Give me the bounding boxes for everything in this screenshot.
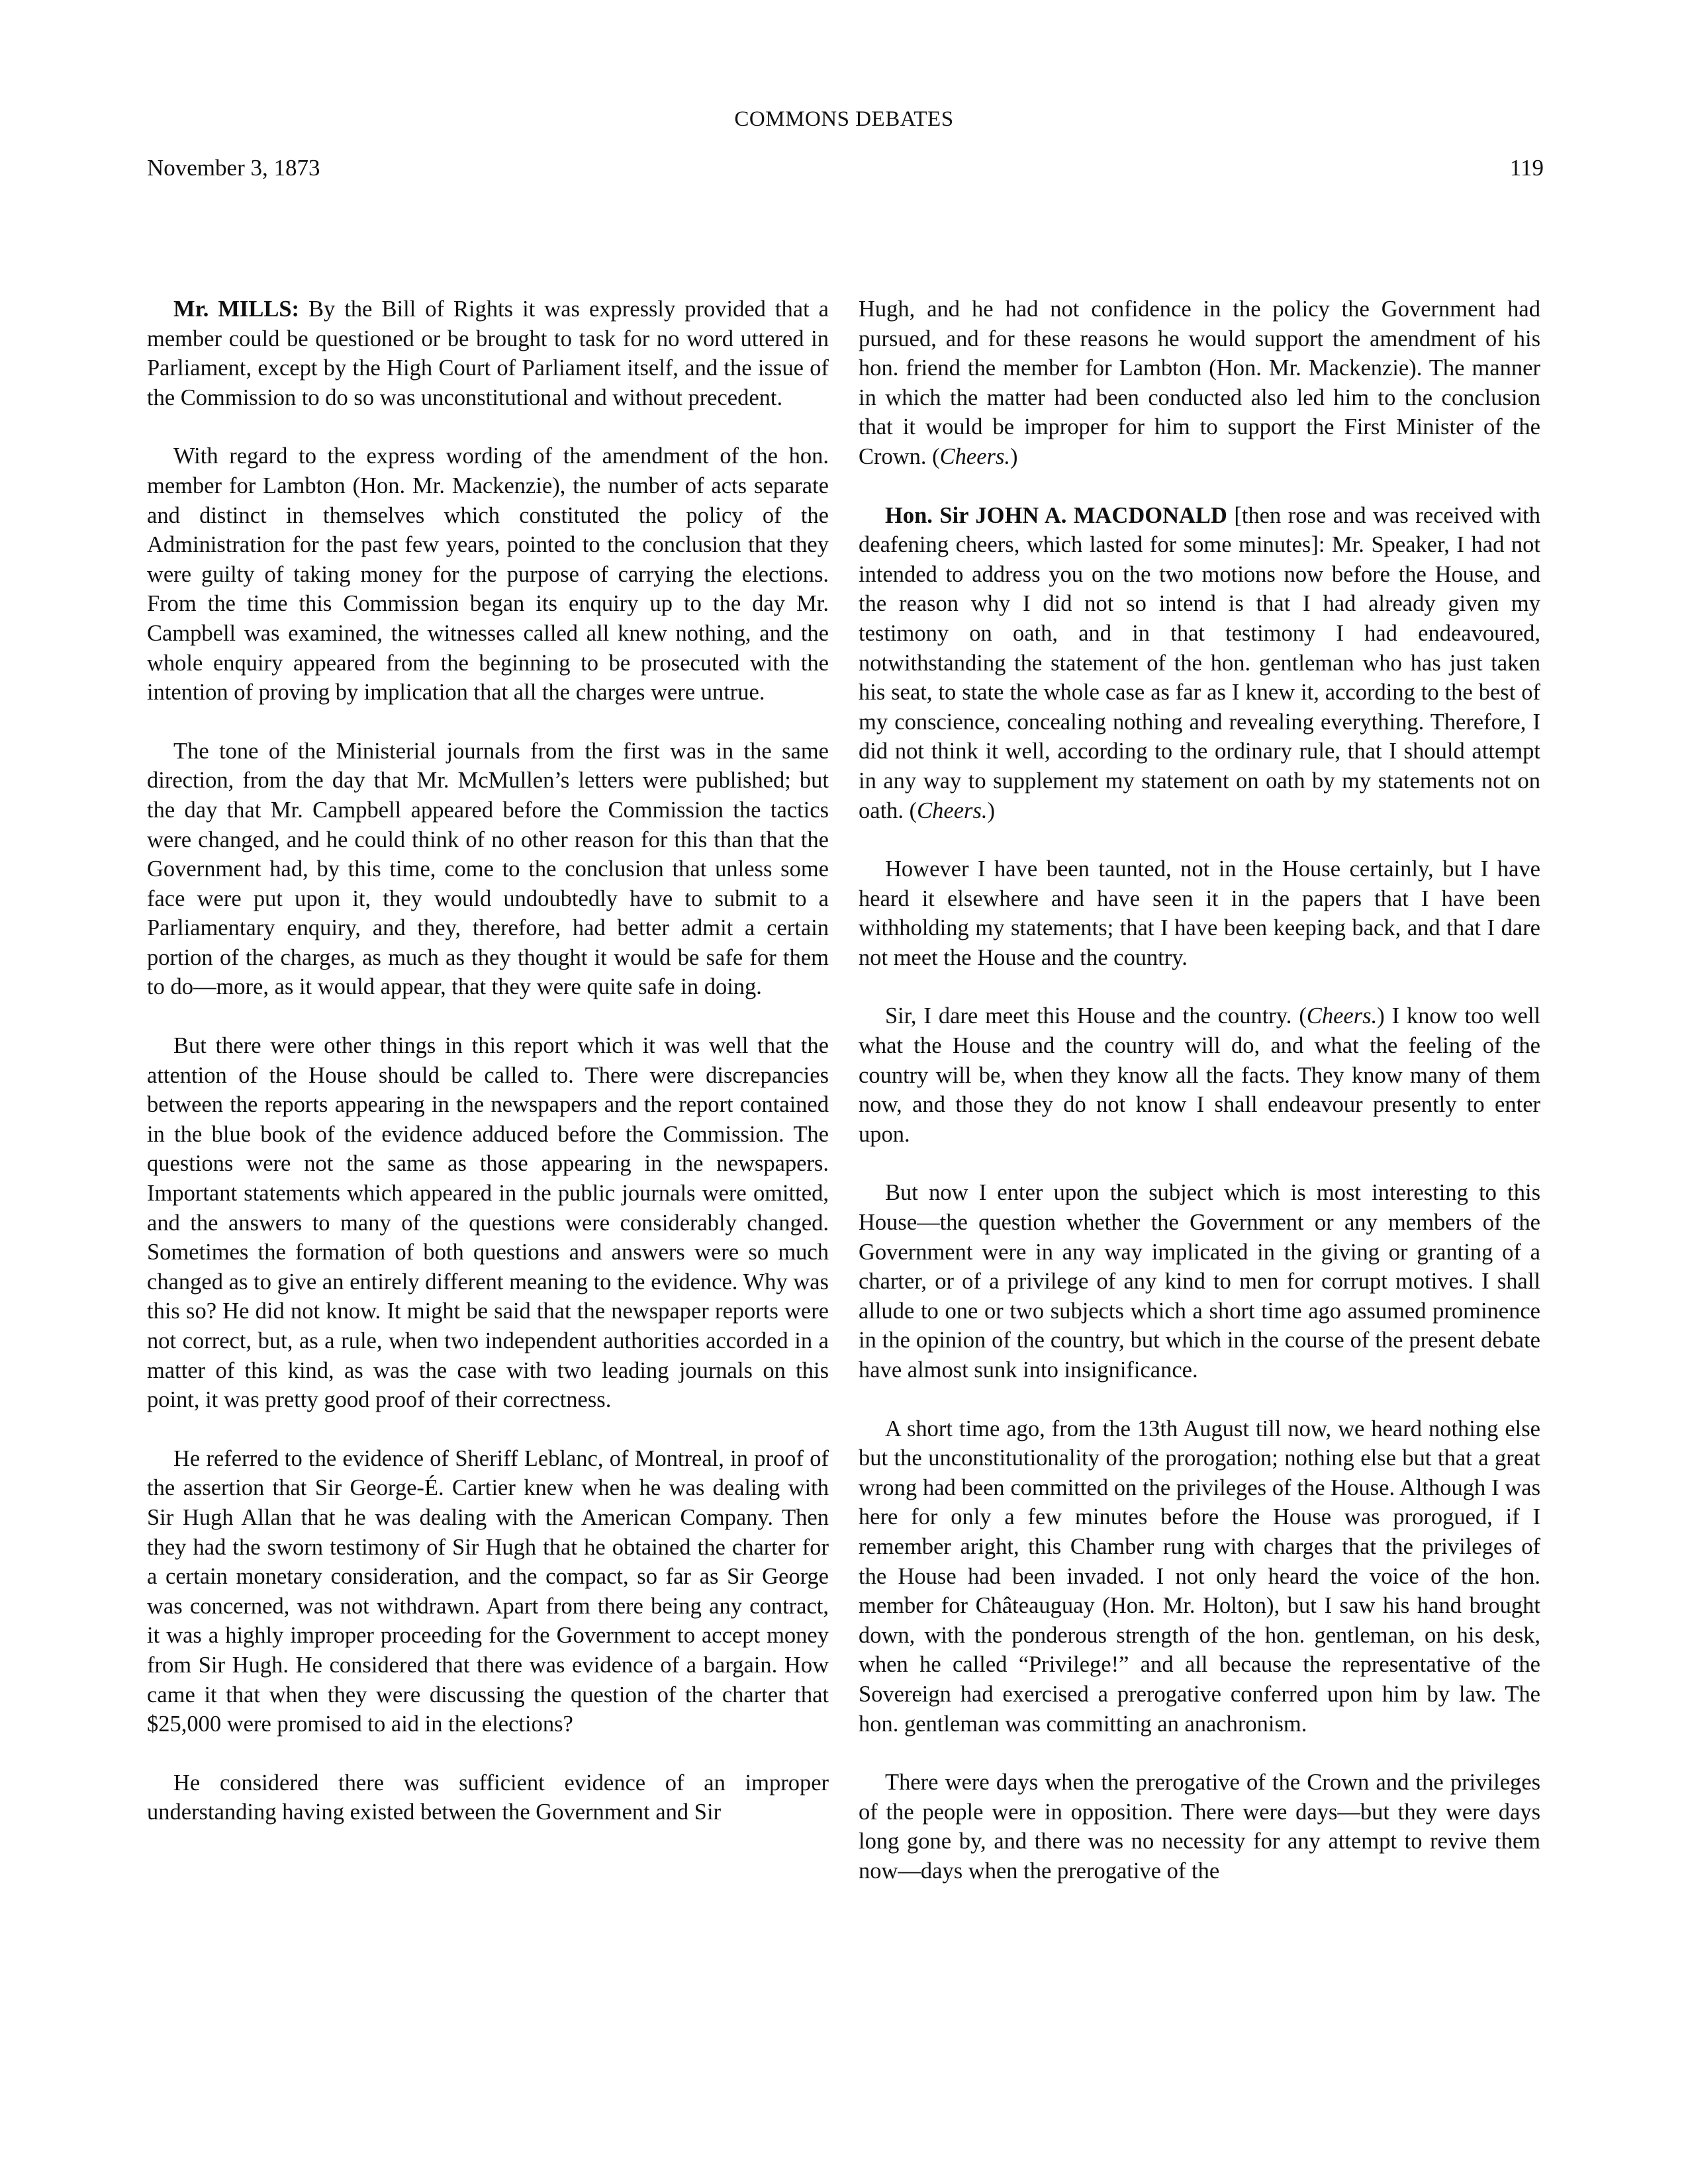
paragraph: But there were other things in this report which it was well that the attention of the House should be called to. There were discrepancies between the reports appearing in the newspapers and the report contained in the blue book of the evidence adduced before the Commission. The questions were not the same as those appearing in the newspapers. Important statements which appeared in the public journals were omitted, and the answers to many of the questions were considerably changed. Sometimes the formation of both questions and answers were so much changed as to give an entirely different meaning to the evidence. Why was this so? He did not know. It might be said that the newspaper reports were not correct, but, as a rule, when two independent authorities accorded in a matter of this kind, as was the case with two leading journals on this point, it was pretty good proof of their correctness.: [147, 1033, 829, 1413]
stage-direction: Cheers.: [939, 443, 1011, 469]
paragraph-text: [then rose and was received with deafening cheers, which lasted for some minutes]: Mr. Speaker, I had not intended to address you on the two motions now before the House, and the reason why I did not so intend is that I had already given my testimony on oath, and in that testimony I had endeavoured, notwithstanding the statement of the hon. gentleman who has just taken his seat, to state the whole case as far as I knew it, according to the best of my conscience, concealing nothing and revealing everything. Therefore, I did not think it well, according to the ordinary rule, that I should attempt in any way to supplement my statement on oath by my statements not on oath. (: [859, 502, 1540, 823]
paragraph-text: Hugh, and he had not confidence in the policy the Government had pursued, and for these reasons he would support the amendment of his hon. friend the member for Lambton (Hon. Mr. Mackenzie). The manner in which the matter had been conducted also led him to the conclusion that it would be improper for him to support the First Minister of the Crown. (: [859, 296, 1540, 469]
paragraph: There were days when the prerogative of the Crown and the privileges of the people were in opposition. There were days—but they were days long gone by, and there was no necessity for any attempt to revive them now—days when the prerogative of the: [859, 1770, 1540, 1884]
page-number: 119: [1509, 155, 1544, 181]
paragraph: The tone of the Ministerial journals from the first was in the same direction, from the day that Mr. McMullen’s letters were published; but the day that Mr. Campbell appeared before the Commission the tactics were changed, and he could think of no other reason for this than that the Government had, by this time, come to the conclusion that unless some face were put upon it, they would undoubtedly have to submit to a Parliamentary enquiry, and they, therefore, had better admit a certain portion of the charges, as much as they thought it would be safe for them to do—more, as it would appear, that they were quite safe in doing.: [147, 738, 829, 1000]
paragraph: He considered there was sufficient evidence of an improper understanding having existed between the Government and Sir: [147, 1770, 829, 1825]
paragraph-continued: [859, 295, 1540, 472]
paragraph-text: ): [1010, 443, 1018, 469]
paragraph-text: ): [987, 797, 996, 823]
right-column: [859, 295, 1540, 1886]
paragraph: But now I enter upon the subject which is most interesting to this House—the question whether the Government or any members of the Government were in any way implicated in the giving or granting of a charter, or of a privilege of any kind to men for corrupt motives. I shall allude to one or two subjects which a short time ago assumed prominence in the opinion of the country, but which in the course of the present debate have almost sunk into insignificance.: [859, 1180, 1540, 1383]
paragraph: He referred to the evidence of Sheriff Leblanc, of Montreal, in proof of the assertion that Sir George-É. Cartier knew when he was dealing with Sir Hugh Allan that he was dealing with the American Company. Then they had the sworn testimony of Sir Hugh that he obtained the charter for a certain monetary consideration, and the compact, so far as Sir George was concerned, was not withdrawn. Apart from there being any contract, it was a highly improper proceeding for the Government to accept money from Sir Hugh. He considered that there was evidence of a bargain. How came it that when they were discussing the question of the charter that $25,000 were promised to aid in the elections?: [147, 1445, 829, 1737]
paragraph: A short time ago, from the 13th August till now, we heard nothing else but the unconstitutionality of the prorogation; nothing else but that a great wrong had been committed on the privileges of the House. Although I was here for only a few minutes before the House was prorogued, if I remember aright, this Chamber rung with charges that the privileges of the House had been invaded. I not only heard the voice of the hon. member for Châteauguay (Hon. Mr. Holton), but I saw his hand brought down, with the ponderous strength of the hon. gentleman, on his desk, when he called “Privilege!” and all because the representative of the Sovereign had exercised a prerogative conferred upon him by law. The hon. gentleman was committing an anachronism.: [859, 1416, 1540, 1737]
paragraph: [859, 1001, 1540, 1149]
stage-direction: Cheers.: [917, 797, 988, 823]
paragraph-macdonald-speech: [859, 501, 1540, 826]
speaker-name: Hon. Sir JOHN A. MACDONALD: [885, 502, 1227, 528]
paragraph-text: By the Bill of Rights it was expressly provided that a member could be questioned or be brought to task for no word uttered in Parliament, except by the High Court of Parliament itself, and the issue of the Commission to do so was unconstitutional and without precedent.: [147, 296, 829, 410]
paragraph-text: ) I know too well what the House and the country will do, and what the feeling of the country will be, when they know all the facts. They know many of them now, and those they do not know I shall endeavour presently to enter upon.: [859, 1003, 1540, 1147]
page-date: November 3, 1873: [147, 155, 320, 181]
paragraph-mills-speech: [147, 295, 829, 412]
paragraph: However I have been taunted, not in the House certainly, but I have heard it elsewhere and have seen it in the papers that I have been withholding my statements; that I have been keeping back, and that I dare not meet the House and the country.: [859, 856, 1540, 970]
paragraph: With regard to the express wording of the amendment of the hon. member for Lambton (Hon. Mr. Mackenzie), the number of acts separate and distinct in themselves which constituted the policy of the Administration for the past few years, pointed to the conclusion that they were guilty of taking money for the purpose of carrying the elections. From the time this Commission began its enquiry up to the day Mr. Campbell was examined, the witnesses called all knew nothing, and the whole enquiry appeared from the beginning to be prosecuted with the intention of proving by implication that all the charges were untrue.: [147, 443, 829, 705]
left-column: [147, 295, 829, 1827]
running-head: COMMONS DEBATES: [734, 107, 954, 131]
paragraph-text: Sir, I dare meet this House and the country. (: [885, 1003, 1307, 1029]
stage-direction: Cheers.: [1306, 1003, 1378, 1029]
speaker-name: Mr. MILLS:: [173, 296, 300, 322]
